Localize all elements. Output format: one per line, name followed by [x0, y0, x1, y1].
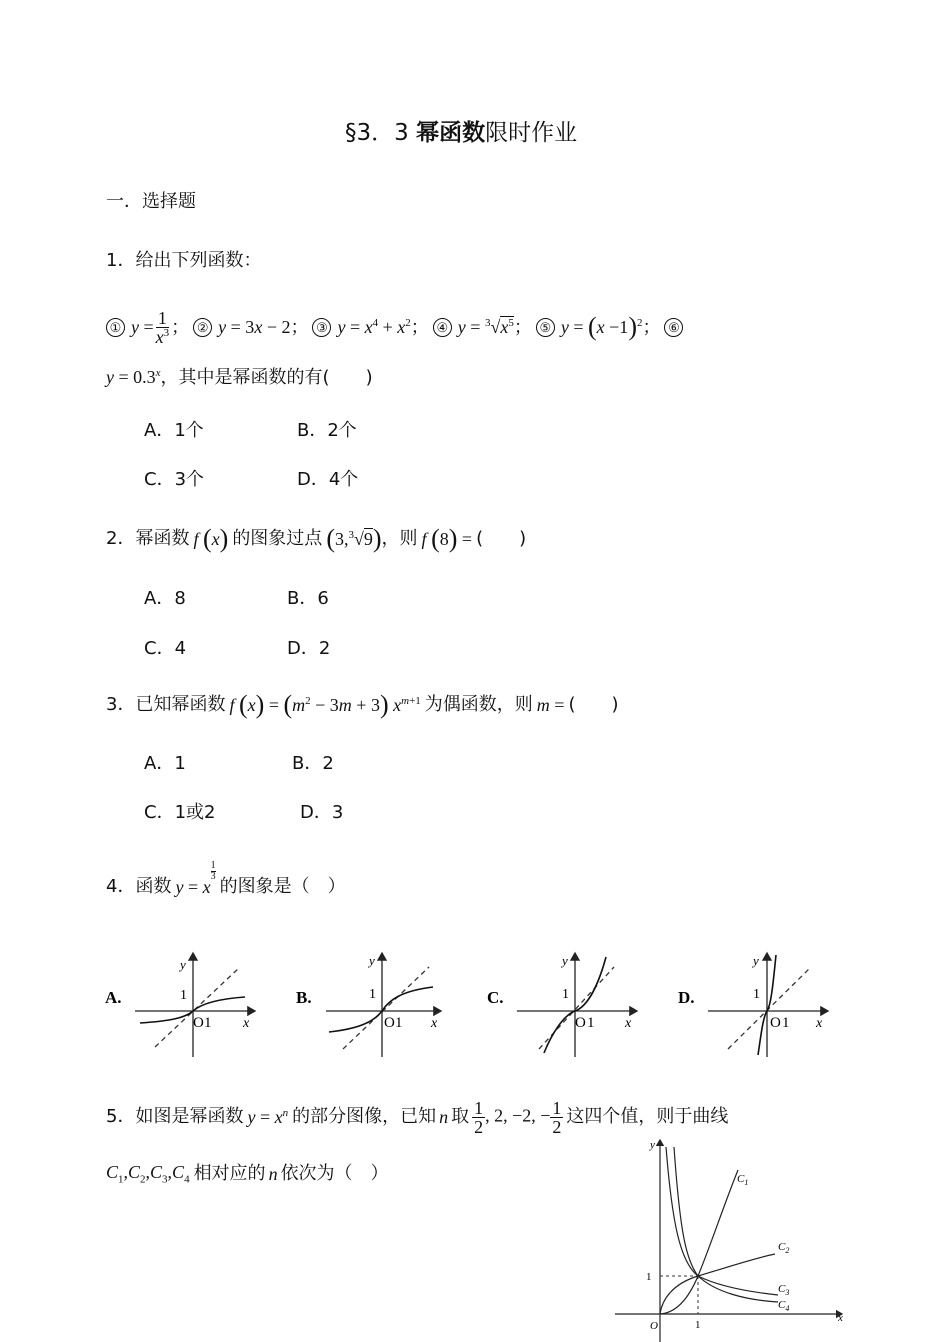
svg-text:1: 1 [562, 987, 569, 1002]
svg-text:x: x [625, 1016, 632, 1031]
q1-stem: 1．给出下列函数： [106, 250, 262, 271]
section-heading: 一．选择题 [106, 191, 196, 212]
svg-text:O: O [575, 1015, 586, 1031]
svg-text:O: O [650, 1320, 658, 1332]
graph-c[interactable] [487, 953, 637, 1057]
curve-c1-label: $C_1$ [737, 1173, 749, 1187]
svg-text:1: 1 [695, 1319, 701, 1331]
svg-text:O: O [770, 1015, 781, 1031]
q3-option-b: B．2 [292, 753, 334, 774]
q5-line2: $C_1,C_2,C_3,C_4$ 相对应的 n 依次为（ ） [106, 1162, 389, 1186]
svg-text:1: 1 [395, 1015, 403, 1031]
q3-option-c: C．1或2 [144, 802, 216, 823]
page-title: §3．3 幂函数限时作业 [345, 120, 578, 146]
svg-text:1: 1 [204, 1015, 212, 1031]
svg-text:x: x [816, 1016, 823, 1031]
q2-option-b: B．6 [287, 588, 329, 609]
svg-text:O: O [384, 1015, 395, 1031]
svg-text:1: 1 [782, 1015, 790, 1031]
graph-c-label: C. [487, 988, 504, 1007]
q1-functions: ① y = $\frac{1}{x^3}$ ； ② y = 3x − 2 ； ③ $y = x^4 + x^2$ ； ④ $y = ^3√x^5$ ； ⑤ $y = (x -1)^2$ ； ⑥ [106, 300, 683, 354]
curve-c2-label: $C_2$ [778, 1241, 790, 1255]
svg-text:1: 1 [646, 1271, 652, 1283]
svg-text:x: x [838, 1312, 843, 1324]
curve-c4-label: $C_4$ [778, 1299, 790, 1313]
svg-text:y: y [369, 953, 375, 968]
graph-d[interactable] [678, 953, 828, 1057]
graph-a-label: A. [105, 988, 122, 1007]
graph-a[interactable] [105, 953, 255, 1057]
curve-c3 [666, 1147, 778, 1295]
q5-graph [610, 1132, 860, 1342]
svg-text:1: 1 [180, 988, 187, 1003]
curve-c3-label: $C_3$ [778, 1283, 790, 1297]
svg-text:y: y [753, 953, 759, 968]
q3-stem: 3．已知幂函数 f $(x) = (m^2 - 3m + 3)$ $x^{m+1}$ 为偶函数，则 m = ( ) [106, 690, 619, 719]
svg-text:y: y [650, 1139, 655, 1151]
svg-text:y: y [180, 957, 186, 972]
q1-item6-line: $y = 0.3^x$，其中是幂函数的有( ) [106, 367, 373, 388]
q1-option-b: B．2个 [297, 420, 357, 441]
graph-b[interactable] [296, 953, 441, 1057]
q4-stem: 4．函数 y = x $\frac{1}{3}$ 的图象是（ ） [106, 860, 346, 897]
q2-option-a: A．8 [144, 588, 186, 609]
q4-graphs [100, 945, 840, 1060]
graph-b-label: B. [296, 988, 312, 1007]
svg-text:y: y [562, 953, 568, 968]
svg-text:1: 1 [369, 987, 376, 1002]
q5-line1: 5．如图是幂函数 $y = x^n$ 的部分图像，已知 n 取 $\frac{1}{2}$ , 2, −2, − $\frac{1}{2}$ 这四个值，则于曲线 [106, 1097, 729, 1137]
svg-text:1: 1 [587, 1015, 595, 1031]
svg-text:O: O [193, 1015, 204, 1031]
q2-option-d: D．2 [287, 638, 331, 659]
q1-option-c: C．3个 [144, 469, 205, 490]
q3-option-a: A．1 [144, 753, 186, 774]
svg-text:x: x [431, 1016, 438, 1031]
svg-text:x: x [243, 1016, 250, 1031]
q1-option-a: A．1个 [144, 420, 204, 441]
graph-d-label: D. [678, 988, 695, 1007]
q2-option-c: C．4 [144, 638, 187, 659]
svg-text:1: 1 [753, 987, 760, 1002]
q1-option-d: D．4个 [297, 469, 359, 490]
q3-option-d: D．3 [300, 802, 344, 823]
q2-stem: 2．幂函数 f (x) 的图象过点 (3,$^3$√9) ，则 f (8) = ( ) [106, 524, 527, 553]
